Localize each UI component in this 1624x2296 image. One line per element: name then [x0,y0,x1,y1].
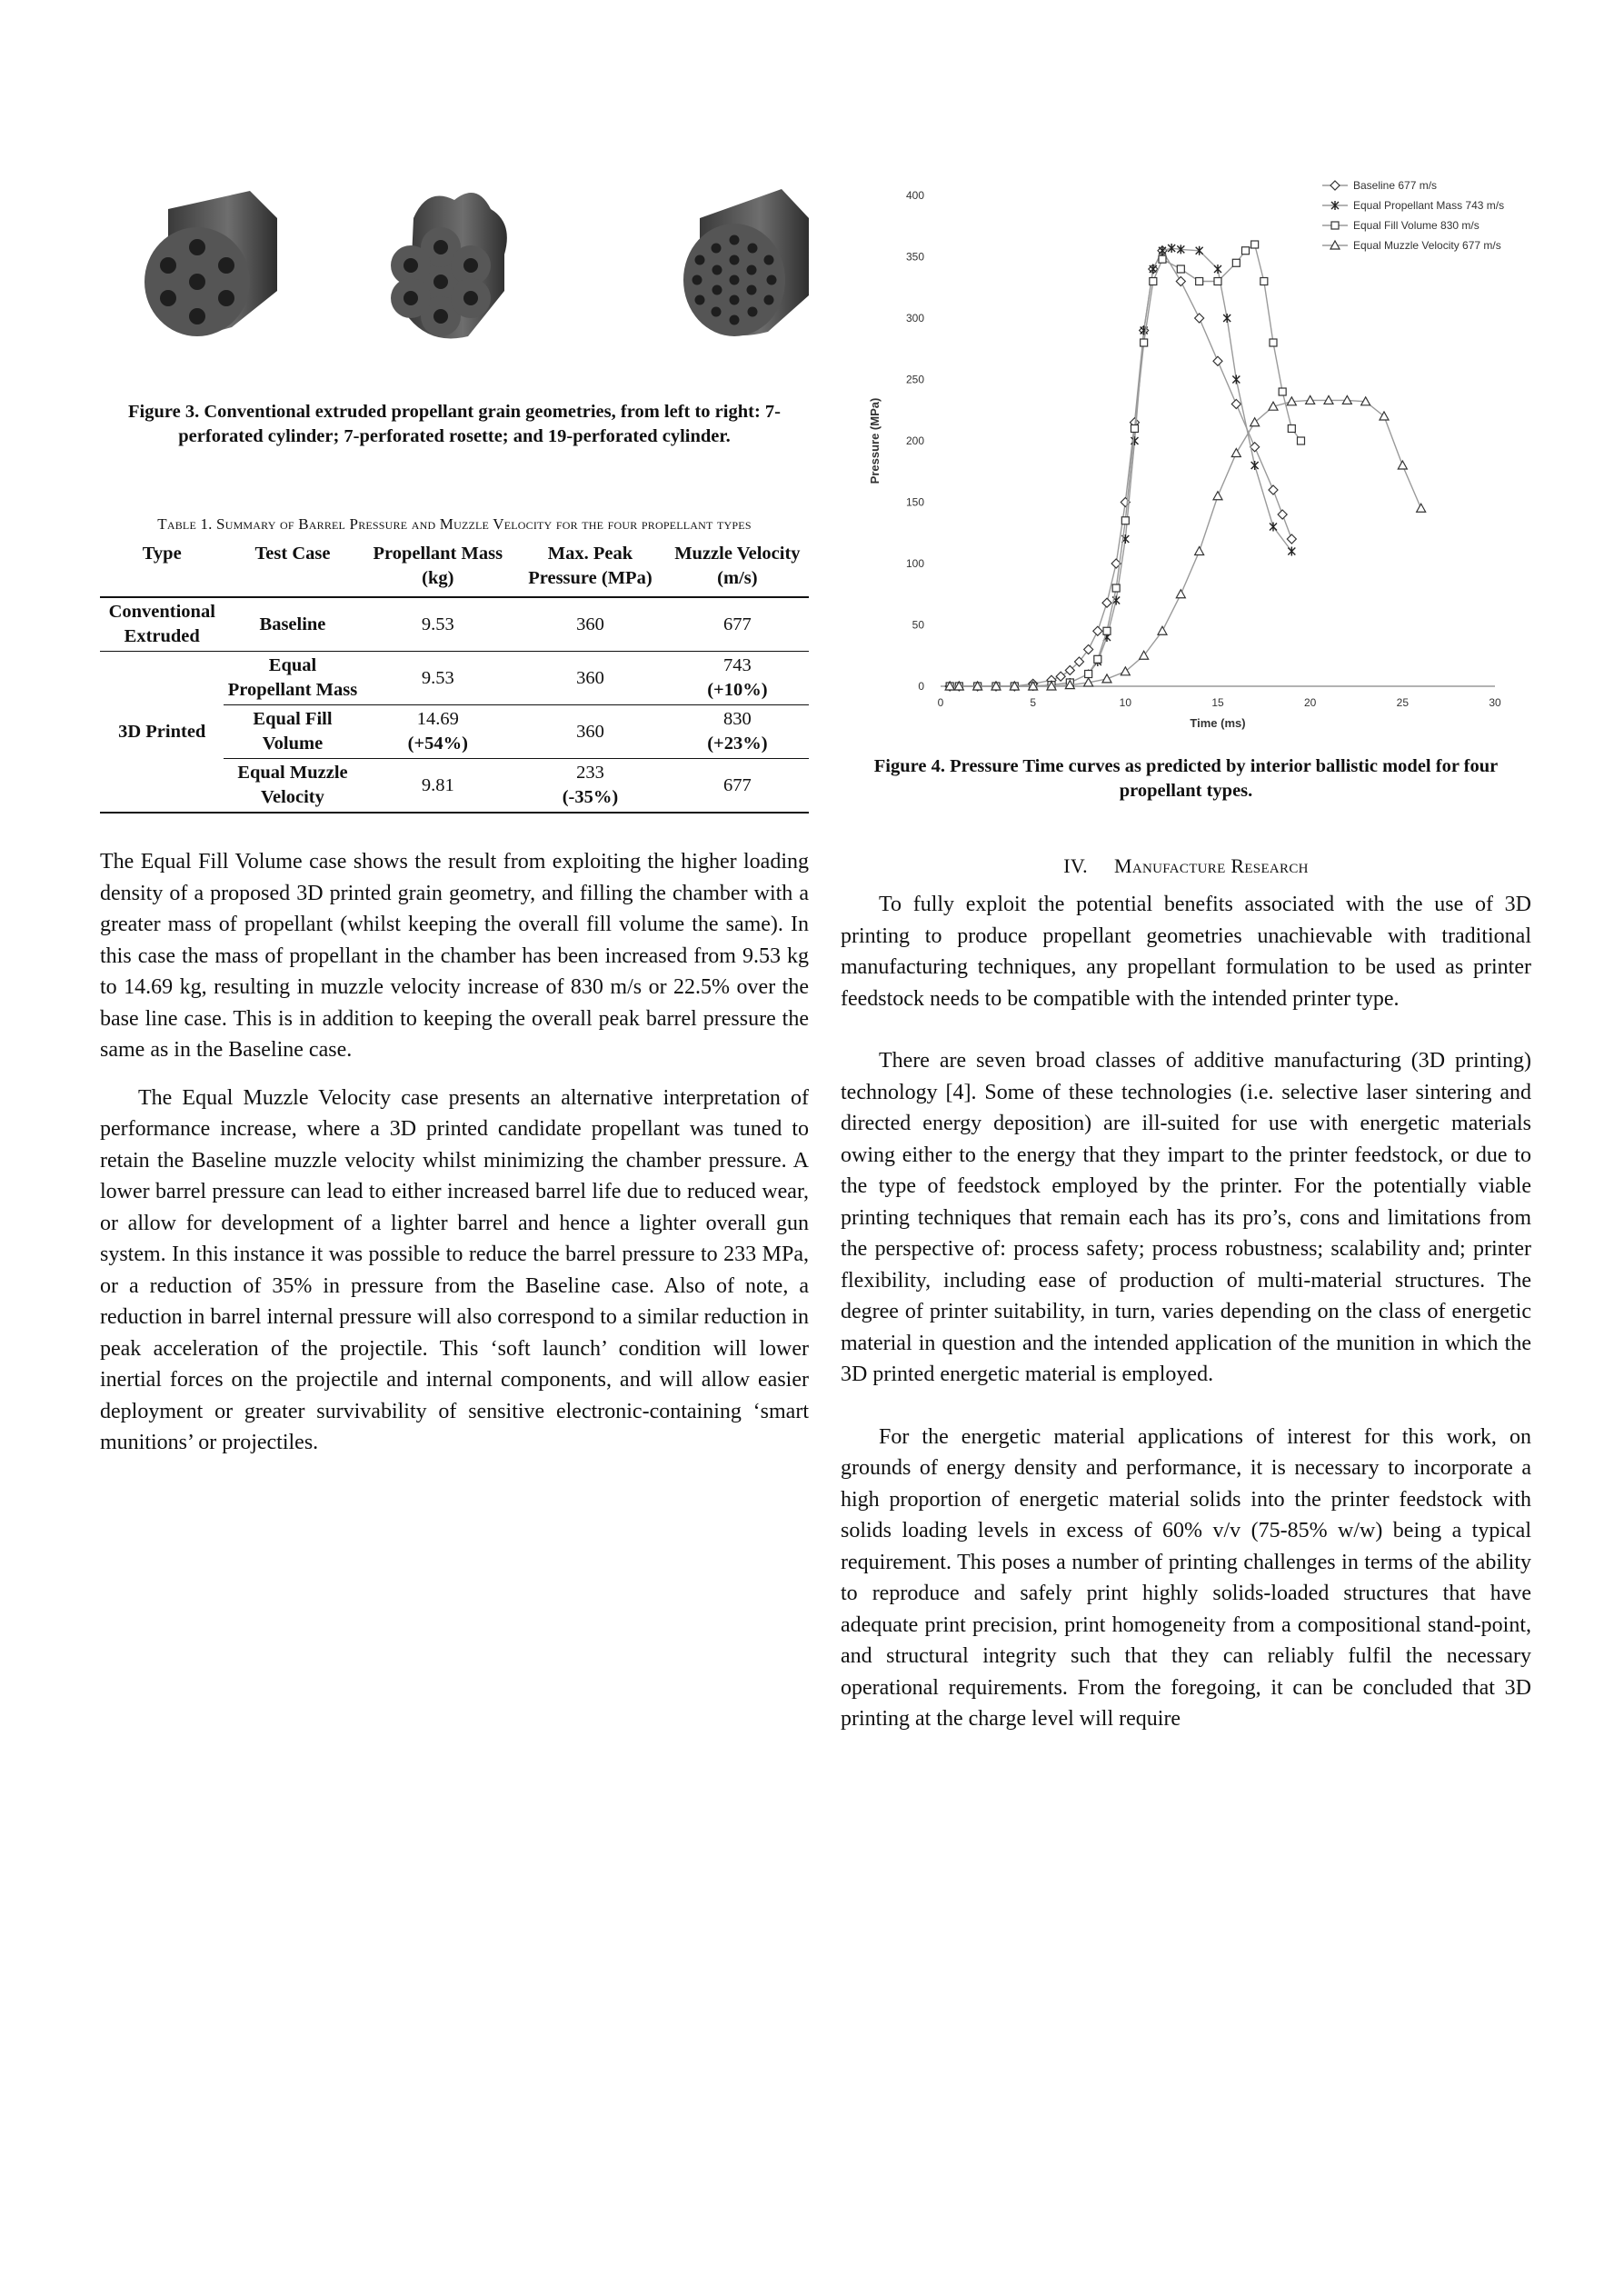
series-3-point [1131,425,1139,433]
series-line-3 [950,245,1300,686]
seven-perforated-rosette-image [377,182,523,345]
series-4-point [1231,449,1240,457]
figure-3-caption: Figure 3. Conventional extruded propellant grain geometries, from left to right: 7-perforated cylinder; 7-perforated rosette; and 19-perforated cylinder. [128,402,781,446]
series-4-point [1195,547,1204,555]
mass-value: 14.69 [416,709,459,729]
table-row [100,652,809,705]
y-axis-label: Pressure (MPa) [868,397,882,484]
cell-velocity [666,652,809,705]
pressure-time-chart [841,173,1531,736]
right-column [841,173,1531,1735]
header-test-case: Test Case [254,544,331,564]
series-4-point [1213,492,1222,500]
cell-velocity [666,705,809,759]
series-3-point [1141,339,1148,346]
series-3-point [1260,278,1268,285]
x-tick-label: 20 [1303,696,1317,709]
series-3-point [1298,437,1305,444]
velocity-change: (+23%) [707,734,768,754]
cell-pressure: 360 [514,652,666,705]
paragraph-equal-muzzle-velocity: The Equal Muzzle Velocity case presents an alternative interpretation of performance increase, where a 3D printed candidate propellant was tuned to retain the Baseline muzzle velocity whilst minimizing the chamber pressure. A lower barrel pressure can lead to either increased barrel life due to reduced wear, or allow for development of a lighter barrel and hence a lighter overall gun system. In this instance it was possible to reduce the barrel pressure to 233 MPa, or a reduction of 35% in pressure from the Baseline case. Also of note, a reduction in barrel internal pressure will also correspond to a similar reduction in peak acceleration of the projectile. This ‘soft launch’ condition will lower inertial forces on the projectile and internal components, and will allow easier deployment or greater survivability of sensitive electronic-containing ‘smart munitions’ or projectiles. [100,1085,809,1454]
series-1-point [1195,314,1204,323]
legend-marker [1331,222,1339,229]
series-3-point [1196,278,1203,285]
series-line-2 [950,248,1291,686]
x-tick-label: 25 [1396,696,1410,709]
x-tick-label: 30 [1489,696,1501,709]
cell-mass: 9.81 [421,774,454,795]
series-1-point [1287,534,1296,544]
series-1-point [1176,277,1185,286]
section-number: IV. [1063,854,1088,877]
cell-mass: 9.53 [421,614,454,634]
cell-case: Equal Muzzle Velocity [237,763,348,807]
series-3-point [1214,278,1221,285]
section-title: Manufacture Research [1113,854,1309,877]
cell-type: Conventional Extruded [108,602,215,646]
series-1-point [1056,672,1065,681]
paragraph-solids-loading: For the energetic material applications of interest for this work, on grounds of energy density and performance, it is necessary to incorporate a high proportion of energetic material solids into the printer feedstock with solids loading levels in excess of 60% v/v (75-85% w/w) being a typical requirement. This poses a number of printing challenges in terms of the ability to reproduce and safely print highly solids-loaded structures that have adequate print precision, print homogeneity from a compositional stand-point, and structural integrity such that they can reliably fulfil the necessary operational requirements. From the foregoing, it can be concluded that 3D printing at the charge level will require [841,1424,1531,1731]
y-tick-label: 250 [905,373,924,386]
legend-entry: Baseline 677 m/s [1353,179,1438,192]
series-3-point [1094,655,1101,663]
paragraph-am-classes: There are seven broad classes of additive manufacturing (3D printing) technology [4]. Some of these technologies (i.e. selective laser sintering and directed energy deposition) are ill-suited for use with energetic materials owing either to the energy that they impart to the printer feedstock, or due to the type of feedstock employed by the printer. For the potentially viable printing techniques that remain each has its pro’s, cons and limitations from the perspective of: process safety; process robustness; scalability and; printer flexibility, including ease of production of multi-material structures. The degree of printer suitability, in turn, varies depending on the class of energetic material in question and the intended application of the munition in which the 3D printed energetic material is employed. [841,1049,1531,1386]
series-line-1 [950,251,1291,686]
table-row [100,597,809,652]
legend-entry: Equal Fill Volume 830 m/s [1353,219,1480,232]
series-2-point [1288,547,1295,556]
series-2-point [1270,523,1277,532]
cell-pressure [514,759,666,814]
series-3-point [1103,627,1111,634]
left-column [100,164,809,1459]
seven-perforated-cylinder-image [132,182,286,345]
series-3-point [1270,339,1277,346]
velocity-value: 743 [723,655,752,675]
table-header-row [100,540,809,597]
velocity-change: (+10%) [707,680,768,700]
header-muzzle-velocity: Muzzle Velocity (m/s) [674,544,801,588]
series-1-point [1102,598,1111,607]
series-3-point [1288,425,1295,433]
y-tick-label: 200 [905,434,924,447]
table-1-title: Table 1. Summary of Barrel Pressure and Muzzle Velocity for the four propellant types [157,515,752,533]
pressure-change: (-35%) [562,787,619,807]
cell-type: 3D Printed [118,721,206,742]
section-heading [841,854,1531,878]
pressure-value: 233 [576,763,604,783]
series-line-4 [950,400,1421,686]
series-3-point [1177,265,1184,273]
x-axis-label: Time (ms) [1190,716,1246,730]
y-tick-label: 400 [905,189,924,202]
cell-pressure: 360 [514,705,666,759]
y-tick-label: 100 [905,557,924,570]
series-3-point [1279,388,1286,395]
x-tick-label: 15 [1211,696,1224,709]
legend-entry: Equal Muzzle Velocity 677 m/s [1353,239,1501,252]
paragraph-equal-fill-volume: The Equal Fill Volume case shows the result from exploiting the higher loading density of a proposed 3D printed grain geometry, and filling the chamber with a greater mass of propellant (whilst keeping the overall fill volume the same). In this case the mass of propellant in the chamber has been increased from 9.53 kg to 14.69 kg, resulting in muzzle velocity increase of 830 m/s or 22.5% over the base line case. This is in addition to keeping the overall peak barrel pressure the same as in the Baseline case. [100,850,809,1062]
series-3-point [1242,247,1250,255]
cell-case: Baseline [259,614,326,634]
header-type: Type [142,544,182,564]
series-3-point [1150,278,1157,285]
series-1-point [1213,356,1222,365]
series-3-point [1232,259,1240,266]
nineteen-perforated-cylinder-image [673,182,818,345]
figure-4-caption: Figure 4. Pressure Time curves as predicted by interior ballistic model for four propellant types. [873,756,1499,801]
cell-mass: 9.53 [361,652,514,705]
cell-pressure: 360 [576,614,604,634]
series-3-point [1121,517,1129,524]
y-tick-label: 300 [905,312,924,324]
legend-entry: Equal Propellant Mass 743 m/s [1353,199,1505,212]
table-1 [100,540,809,814]
series-4-point [1417,504,1426,512]
series-3-point [1159,255,1166,263]
figure-3-images [100,164,809,400]
legend-marker [1330,181,1340,190]
series-1-point [1093,626,1102,635]
series-1-point [1269,485,1278,494]
series-2-point [1214,265,1221,274]
cell-velocity: 677 [723,614,752,634]
series-2-point [1251,461,1259,470]
velocity-value: 830 [723,709,752,729]
series-3-point [1085,671,1092,678]
x-tick-label: 0 [937,696,944,709]
mass-change: (+54%) [407,734,468,754]
x-tick-label: 10 [1119,696,1132,709]
series-4-point [1158,626,1167,634]
series-4-point [1176,590,1185,598]
cell-case: Equal Propellant Mass [224,652,361,705]
series-2-point [1232,375,1240,384]
series-1-point [1231,400,1240,409]
series-2-point [1223,314,1230,323]
header-propellant-mass: Propellant Mass (kg) [373,544,503,588]
y-tick-label: 0 [918,680,924,693]
y-tick-label: 50 [912,618,924,632]
cell-velocity: 677 [723,774,752,795]
y-tick-label: 350 [905,250,924,264]
series-3-point [1251,241,1259,248]
series-3-point [1112,584,1120,592]
y-tick-label: 150 [905,495,924,509]
cell-case: Equal Fill Volume [224,705,361,759]
paragraph-feedstock: To fully exploit the potential benefits associated with the use of 3D printing to produce propellant geometries unachievable with traditional manufacturing techniques, any propellant formulation to be used as printer feedstock needs to be compatible with the intended printer type. [841,893,1531,1011]
series-1-point [1278,510,1287,519]
series-4-point [1398,461,1407,469]
cell-mass [361,705,514,759]
series-4-point [1102,674,1111,683]
header-max-peak-pressure: Max. Peak Pressure (MPa) [528,544,653,588]
x-tick-label: 5 [1030,696,1037,709]
